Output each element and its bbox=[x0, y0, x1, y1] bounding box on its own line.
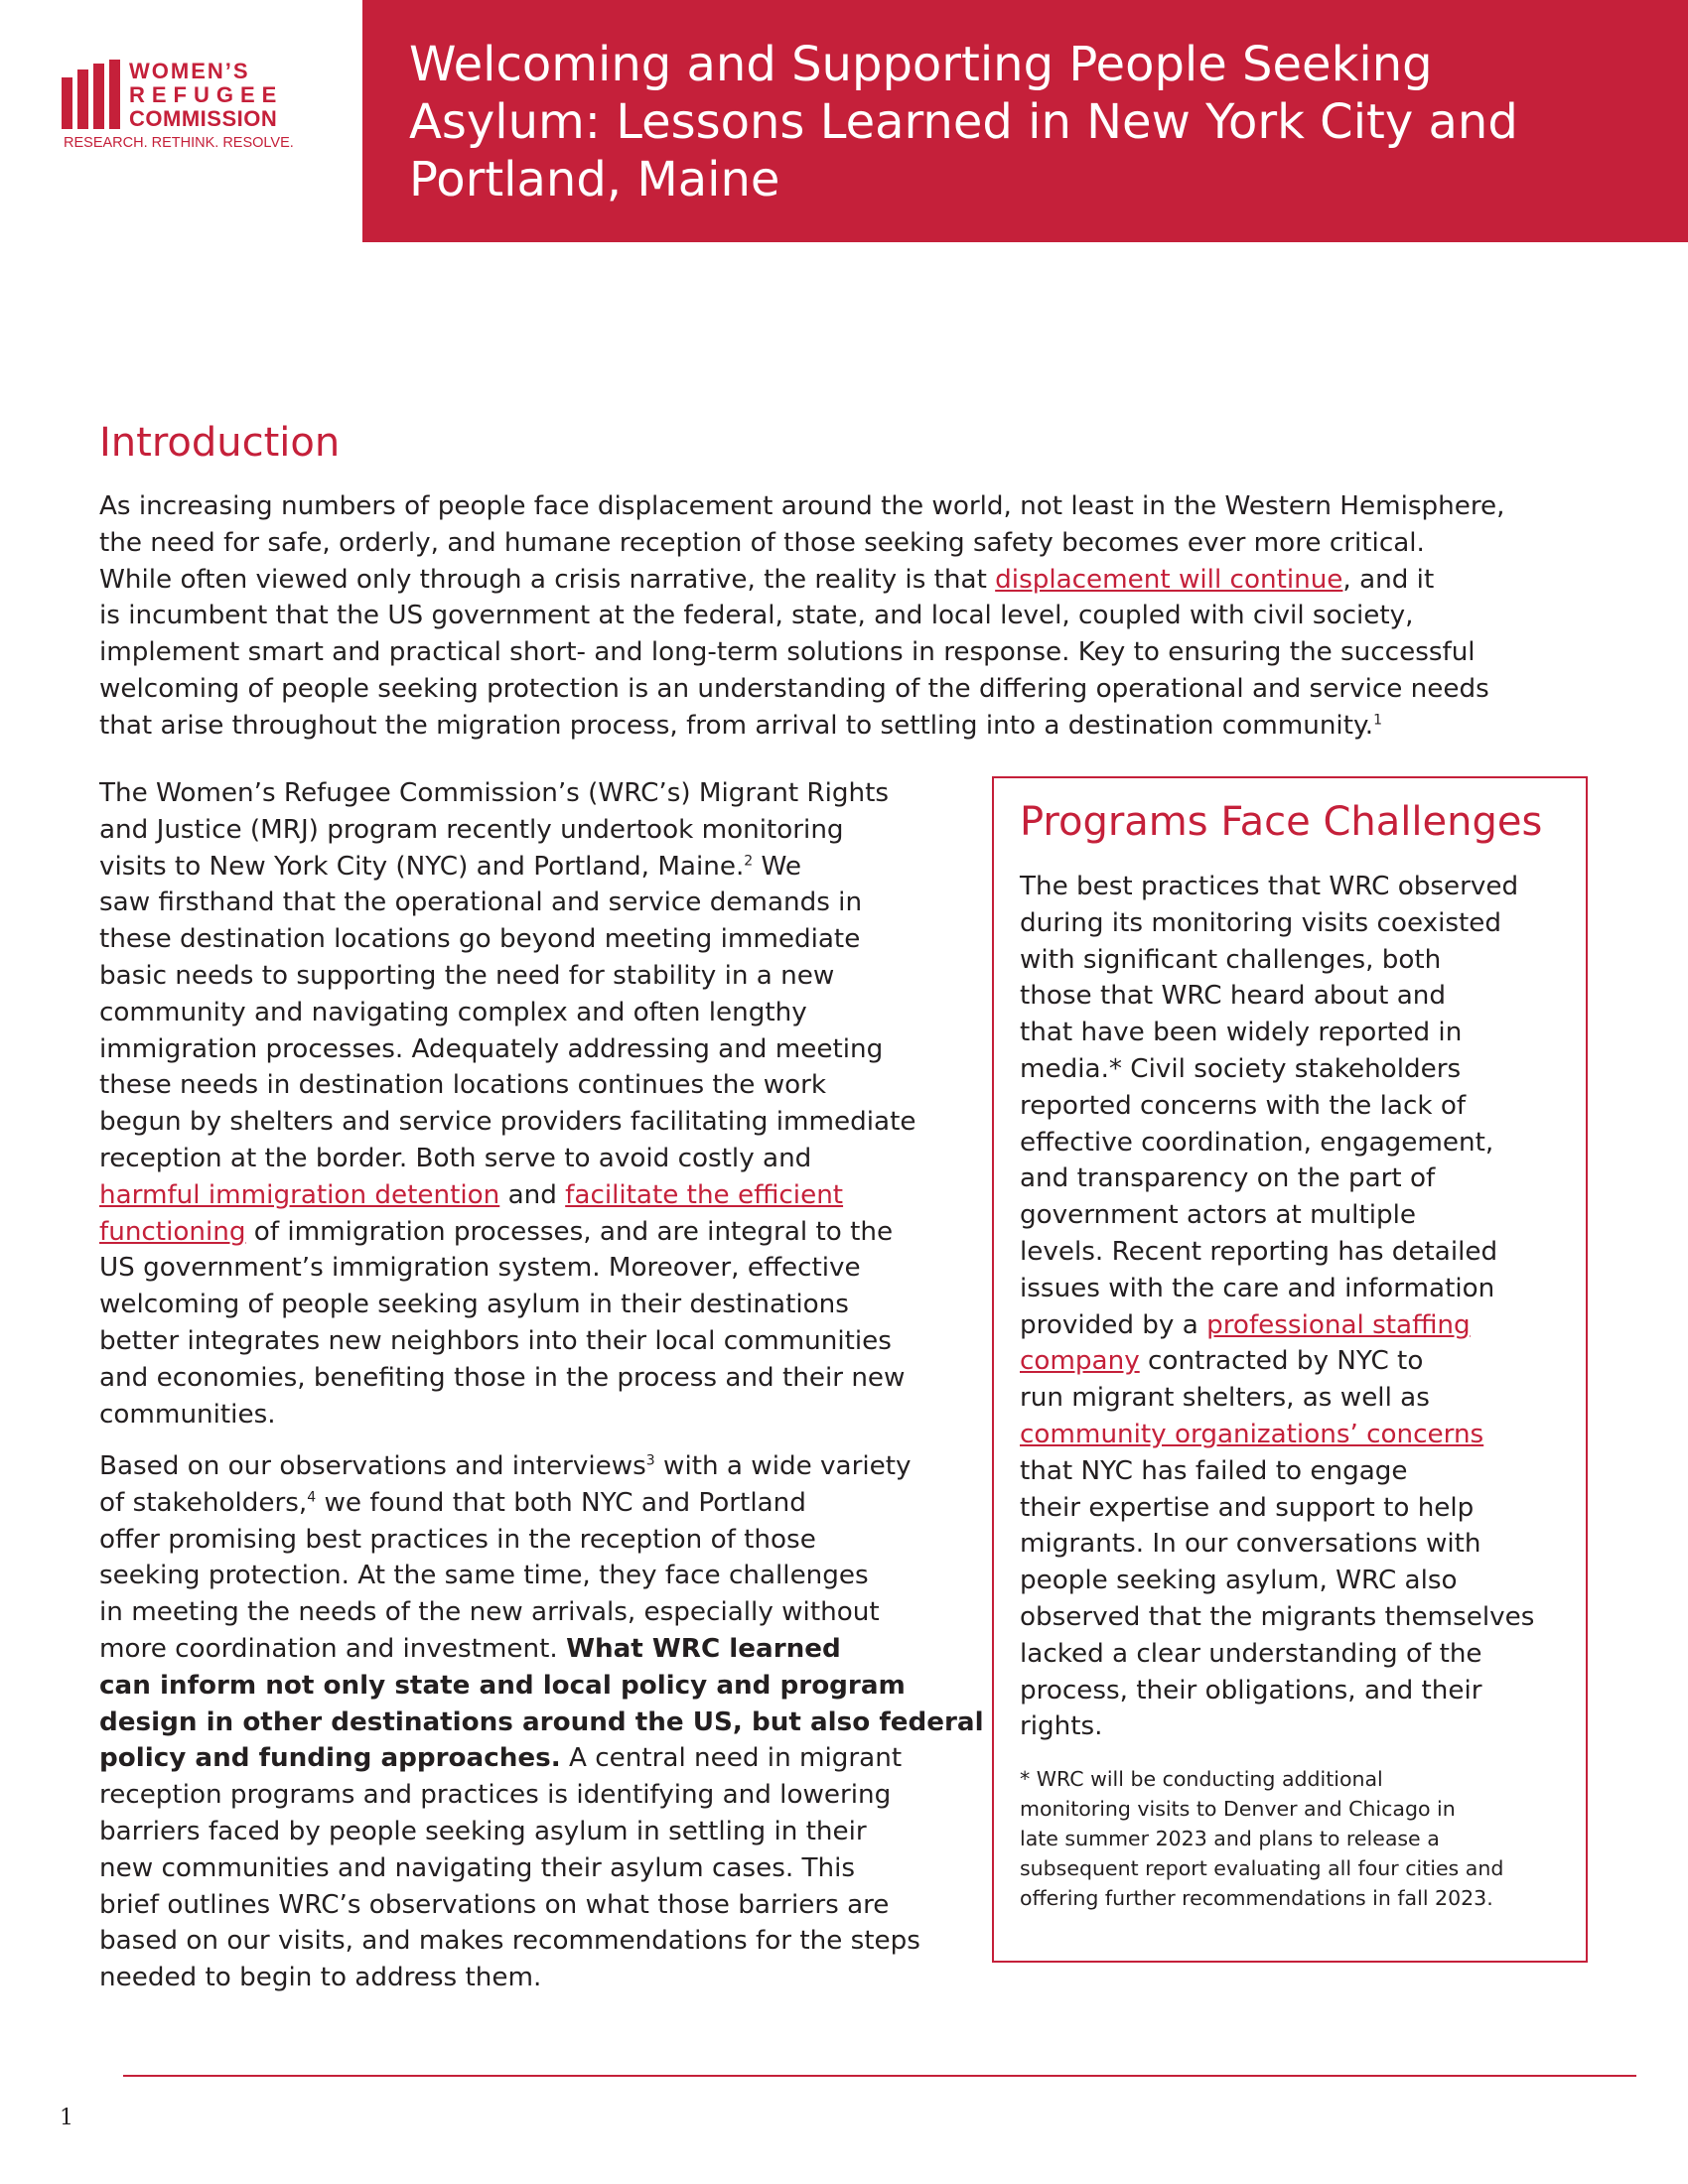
link-community-organizations-concerns[interactable]: community organizations’ concerns bbox=[1020, 1419, 1484, 1449]
body-paragraph-2: Based on our observations and interviews$^3$ with a wide variety of stakeholders,$^4$ we found that both NYC and Portland offer promising best practices in the reception of those seeking protection. At the same time, they face challenges in meeting the needs of the new arrivals, especially without more coordination and investment. What WRC learned can inform not only state and local policy and program design in other destinations around the US, but also federal policy and funding approaches. A central need in migrant reception programs and practices is identifying and lowering barriers faced by people seeking asylum in settling in their new communities and navigating their asylum cases. This brief outlines WRC’s observations on what those barriers are based on our visits, and makes recommendations for the steps needed to begin to address them. bbox=[99, 1451, 984, 1993]
body-paragraph-1: The Women’s Refugee Commission’s (WRC’s) Migrant Rights and Justice (MRJ) program recently undertook monitoring visits to New York City (NYC) and Portland, Maine.$^2$ We saw firsthand that the operational and service demands in these destination locations go beyond meeting immediate basic needs to supporting the need for stability in a new community and navigating complex and often lengthy immigration processes. Adequately addressing and meeting these needs in destination locations continues the work begun by shelters and service providers facilitating immediate reception at the border. Both serve to avoid costly and harmful immigration detention and facilitate the efficient functioning of immigration processes, and are integral to the US government’s immigration system. Moreover, effective welcoming of people seeking asylum in their destinations better integrates new neighbors into their local communities and economies, benefiting those in the process and their new communities. bbox=[99, 778, 916, 1430]
logo-wordmark bbox=[129, 60, 283, 131]
sidebar-paragraph: The best practices that WRC observed during its monitoring visits coexisted with significant challenges, both those that WRC heard about and that have been widely reported in media.* Civil society stakeholders reported concerns with the lack of effective coordination, engagement, and transparency on the part of government actors at multiple levels. Recent reporting has detailed issues with the care and information provided by a professional staffing company contracted by NYC to run migrant shelters, as well as community organizations’ concerns that NYC has failed to engage their expertise and support to help migrants. In our conversations with people seeking asylum, WRC also observed that the migrants themselves lacked a clear understanding of the process, their obligations, and their rights. bbox=[1020, 872, 1535, 1742]
logo-bars-icon bbox=[62, 60, 121, 129]
link-facilitate-efficient-functioning[interactable]: facilitate the efficient bbox=[565, 1179, 844, 1210]
link-company[interactable]: company bbox=[1020, 1346, 1140, 1377]
footer-divider bbox=[123, 2075, 1636, 2077]
footnote-ref-3: 3 bbox=[645, 1452, 655, 1469]
wrc-logo bbox=[62, 60, 320, 159]
logo-line-2: REFUGEE bbox=[129, 82, 284, 107]
link-functioning[interactable]: functioning bbox=[99, 1216, 246, 1247]
introduction-heading: Introduction bbox=[99, 420, 341, 466]
sidebar-box bbox=[992, 776, 1588, 1963]
introduction-paragraph: As increasing numbers of people face displacement around the world, not least in the Western Hemisphere, the need for safe, orderly, and humane reception of those seeking safety becomes ever more critical. While often viewed only through a crisis narrative, the reality is that displacement will continue, and it is incumbent that the US government at the federal, state, and local level, coupled with civil society, implement smart and practical short- and long-term solutions in response. Key to ensuring the successful welcoming of people seeking protection is an understanding of the differing operational and service needs that arise throughout the migration process, from arrival to settling into a destination community.$^1$ bbox=[99, 491, 1505, 741]
document-title: Welcoming and Supporting People Seeking Asylum: Lessons Learned in New York City and Portland, Maine bbox=[409, 37, 1518, 207]
link-harmful-immigration-detention[interactable]: harmful immigration detention bbox=[99, 1179, 500, 1210]
footnote-ref-1: 1 bbox=[1373, 712, 1382, 729]
logo-tagline: RESEARCH. RETHINK. RESOLVE. bbox=[64, 135, 294, 151]
page-number: 1 bbox=[60, 2106, 73, 2130]
sidebar-footnote: * WRC will be conducting additional monitoring visits to Denver and Chicago in late summer 2023 and plans to release a subsequent report evaluating all four cities and offering further recommendations in fall 2023. bbox=[1020, 1767, 1504, 1910]
logo-line-3: COMMISSION bbox=[129, 106, 278, 131]
title-banner bbox=[362, 0, 1688, 242]
footnote-ref-2: 2 bbox=[744, 852, 754, 869]
logo-line-1: WOMEN’S bbox=[129, 59, 250, 83]
link-displacement-will-continue[interactable]: displacement will continue bbox=[995, 564, 1343, 595]
footnote-ref-4: 4 bbox=[307, 1489, 317, 1506]
sidebar-heading: Programs Face Challenges bbox=[1020, 799, 1543, 845]
link-professional-staffing[interactable]: professional staffing bbox=[1206, 1309, 1471, 1340]
